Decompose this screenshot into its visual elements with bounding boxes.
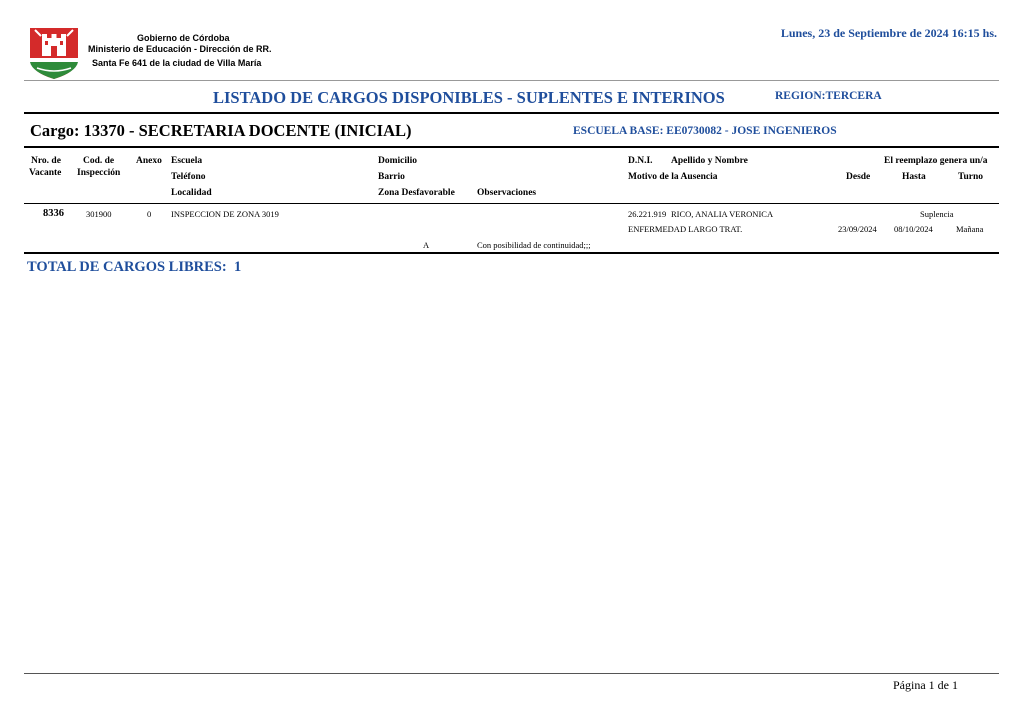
col-zona: Zona Desfavorable	[378, 188, 455, 198]
col-nro-vacante: Nro. de	[31, 156, 61, 166]
total-cargos-libres: TOTAL DE CARGOS LIBRES: 1	[27, 259, 242, 275]
org-ministry: Ministerio de Educación - Dirección de RR.	[88, 44, 272, 54]
cargo-label: Cargo: 13370 - SECRETARIA DOCENTE (INICIAL)	[30, 121, 412, 140]
divider-cargo	[24, 146, 999, 148]
escuela-base-label: ESCUELA BASE: EE0730082 - JOSE INGENIEROS	[573, 125, 837, 137]
col-observaciones: Observaciones	[477, 188, 537, 198]
region-label: REGION:TERCERA	[775, 90, 882, 102]
row-observaciones: Con posibilidad de continuidad;;;	[477, 240, 591, 250]
col-motivo: Motivo de la Ausencia	[628, 172, 718, 182]
row-dni: 26.221.919	[628, 209, 667, 219]
col-apellido-nombre: Apellido y Nombre	[671, 156, 748, 166]
col-domicilio: Domicilio	[378, 156, 418, 166]
row-cod-inspeccion: 301900	[86, 209, 112, 219]
cordoba-crest-logo	[27, 24, 81, 80]
col-cod-inspeccion: Cod. de	[83, 156, 115, 166]
col-dni: D.N.I.	[628, 156, 653, 166]
col-anexo: Anexo	[136, 156, 162, 166]
report-title: LISTADO DE CARGOS DISPONIBLES - SUPLENTES E INTERINOS	[213, 88, 725, 107]
col-escuela: Escuela	[171, 156, 203, 166]
page-number: Página 1 de 1	[893, 678, 958, 692]
row-escuela: INSPECCION DE ZONA 3019	[171, 209, 279, 219]
divider-footer	[24, 673, 999, 674]
row-desde: 23/09/2024	[838, 224, 877, 234]
divider-top	[24, 80, 999, 81]
row-turno: Mañana	[956, 224, 984, 234]
report-datetime: Lunes, 23 de Septiembre de 2024 16:15 hs.	[780, 26, 997, 40]
row-nro-vacante: 8336	[43, 208, 64, 219]
divider-row	[24, 252, 999, 254]
row-hasta: 08/10/2024	[894, 224, 933, 234]
col-telefono: Teléfono	[171, 172, 206, 182]
row-apellido-nombre: RICO, ANALIA VERONICA	[671, 209, 774, 219]
col-turno: Turno	[958, 172, 983, 182]
row-zona: A	[423, 240, 430, 250]
col-localidad: Localidad	[171, 188, 212, 198]
col-hasta: Hasta	[902, 172, 926, 182]
col-reemplazo: El reemplazo genera un/a	[884, 156, 988, 166]
divider-header	[24, 203, 999, 204]
divider-title	[24, 112, 999, 114]
col-barrio: Barrio	[378, 172, 405, 182]
org-name: Gobierno de Córdoba	[137, 33, 230, 43]
col-desde: Desde	[846, 172, 871, 182]
row-anexo: 0	[147, 209, 152, 219]
row-motivo: ENFERMEDAD LARGO TRAT.	[628, 224, 743, 234]
org-address: Santa Fe 641 de la ciudad de Villa María	[92, 58, 262, 68]
row-tipo: Suplencia	[920, 209, 954, 219]
col-nro-vacante-2: Vacante	[29, 168, 62, 178]
col-cod-inspeccion-2: Inspección	[77, 168, 121, 178]
